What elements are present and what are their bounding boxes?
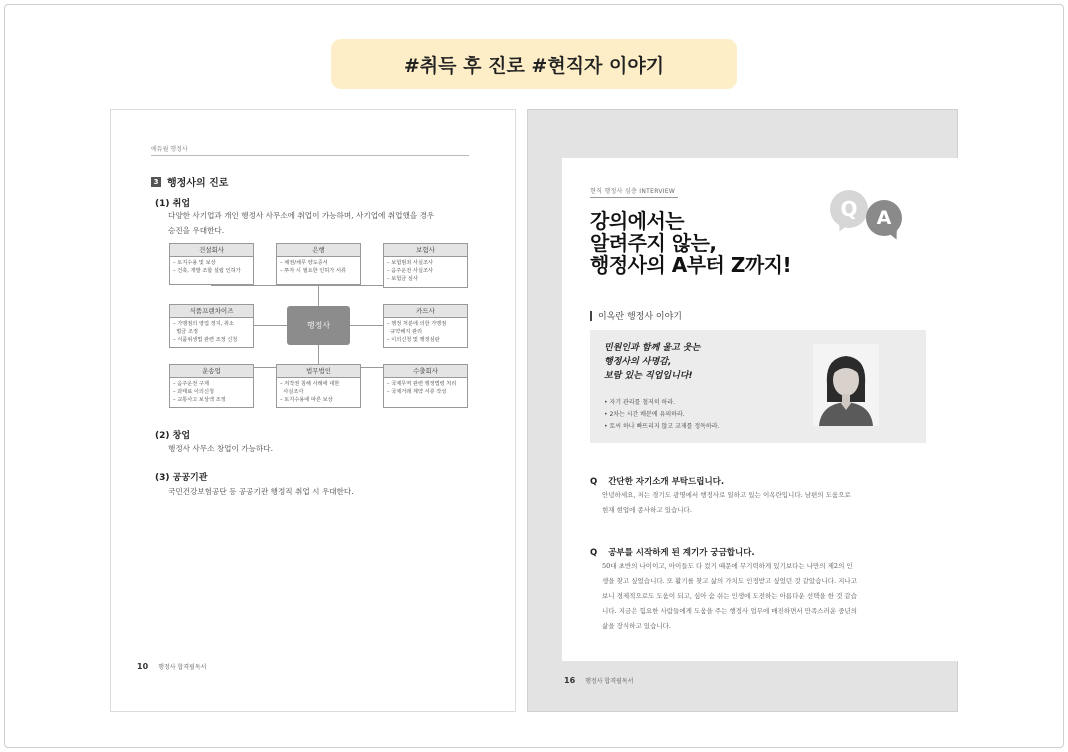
answer-line: 니다. 지금은 힘요한 사람들에게 도움을 주는 행정사 업무에 매진하면서 만족스러운 중년의 bbox=[602, 607, 858, 615]
diagram-box-bank bbox=[276, 243, 361, 285]
box-line: – 식품위생법 관련 조정 신청 bbox=[173, 337, 238, 343]
profile-tips bbox=[604, 397, 719, 433]
box-lines bbox=[384, 378, 467, 398]
interview-label: 현직 행정사 심층 INTERVIEW bbox=[590, 188, 676, 195]
box-line: – 저작권 침해 사례에 대한 bbox=[280, 381, 340, 387]
qa-speech-bubbles-icon bbox=[830, 190, 910, 242]
label-rule bbox=[590, 197, 678, 198]
box-line: – 투자 시 필요한 인허가 서류 bbox=[280, 268, 346, 274]
connector-center-right bbox=[350, 325, 383, 326]
employment-text bbox=[168, 208, 478, 238]
page-number: 10 bbox=[137, 662, 149, 671]
diagram-box-law-firm bbox=[276, 364, 361, 408]
diagram-box-transport bbox=[169, 364, 254, 408]
interview-sheet bbox=[562, 158, 958, 661]
left-footer bbox=[137, 662, 206, 671]
diagram-box-construction bbox=[169, 243, 254, 285]
right-footer bbox=[564, 676, 633, 685]
portrait-image bbox=[813, 344, 879, 426]
box-line: – 보험범죄 사실조사 bbox=[387, 260, 433, 266]
box-lines bbox=[170, 318, 253, 346]
box-lines bbox=[384, 318, 467, 346]
answer-line: 현재 현업에 종사하고 있습니다. bbox=[602, 506, 692, 514]
story-title bbox=[590, 309, 682, 322]
answer-line: 생을 찾고 싶었습니다. 또 활기를 찾고 삶의 가치도 인정받고 싶었던 것 같았습니다. 지나고 bbox=[602, 577, 857, 585]
question-mark: Q bbox=[590, 548, 598, 558]
diagram-box-insurance bbox=[383, 243, 468, 288]
box-line: – 채권/채무 양도증서 bbox=[280, 260, 328, 266]
section-number: 3 bbox=[151, 177, 161, 187]
box-line: – 음주운전 사실조사 bbox=[387, 268, 433, 274]
box-lines bbox=[277, 378, 360, 406]
box-line: – 건축, 개발 조합 설립 인허가 bbox=[173, 268, 241, 274]
startup-title: (2) 창업 bbox=[155, 431, 191, 441]
tip-item: • 토씨 하나 빠뜨리지 않고 교재를 정독하라. bbox=[604, 423, 720, 430]
box-lines bbox=[170, 257, 253, 277]
box-line: 규약해지 관리 bbox=[387, 329, 423, 335]
box-line: 사실조사 bbox=[280, 389, 304, 395]
box-title: 수출회사 bbox=[384, 365, 467, 378]
diagram-box-export bbox=[383, 364, 468, 408]
story-title-text: 이옥란 행정사 이야기 bbox=[598, 312, 682, 322]
profile-photo bbox=[813, 344, 879, 426]
box-title: 식품프랜차이즈 bbox=[170, 305, 253, 318]
headline-line-1: 강의에서는 bbox=[590, 209, 685, 233]
box-line: – 국제거래 계약 서류 작성 bbox=[387, 389, 447, 395]
quote-line: 행정사의 사명감, bbox=[604, 357, 672, 367]
box-line: – 국제무역 관련 행정법령 처리 bbox=[387, 381, 457, 387]
answer-line: 안녕하세요, 저는 경기도 광명에서 행정사로 일하고 있는 이옥란입니다. 남편의 도움으로 bbox=[602, 491, 851, 499]
diagram-center-node: 행정사 bbox=[287, 306, 350, 345]
box-line: – 교통사고 보상액 조정 bbox=[173, 397, 226, 403]
startup-text: 행정사 사무소 창업이 가능하다. bbox=[168, 444, 274, 453]
section-title bbox=[151, 174, 228, 189]
connector-center-left bbox=[254, 325, 287, 326]
right-page bbox=[527, 109, 958, 712]
profile-quote bbox=[604, 341, 700, 383]
answer-1 bbox=[602, 488, 938, 518]
question-text: 간단한 자기소개 부탁드립니다. bbox=[608, 477, 725, 487]
page-number: 16 bbox=[564, 676, 576, 685]
section-title-text: 행정사의 진로 bbox=[167, 178, 229, 189]
left-page bbox=[110, 109, 516, 712]
banner-text: #취득 후 진로 #현직자 이야기 bbox=[403, 54, 665, 77]
box-line: 벌금 조정 bbox=[173, 329, 198, 335]
diagram-box-card-company bbox=[383, 304, 468, 348]
headline-line-3: 행정사의 A부터 Z까지! bbox=[590, 253, 792, 277]
quote-line: 보람 있는 직업입니다! bbox=[604, 371, 693, 381]
headline-line-2: 알려주지 않는, bbox=[590, 231, 717, 255]
box-title: 건설회사 bbox=[170, 244, 253, 257]
answer-line: 50대 초반의 나이이고, 아이들도 다 컸기 때문에 무기력하게 있기보다는 나만의 제2의 인 bbox=[602, 562, 853, 570]
footer-title: 행정사 합격필독서 bbox=[585, 678, 634, 685]
answer-line: 삶을 장식하고 있습니다. bbox=[602, 622, 671, 630]
profile-box bbox=[590, 330, 926, 443]
diagram-box-food-franchise bbox=[169, 304, 254, 348]
quote-line: 민원인과 함께 울고 웃는 bbox=[604, 343, 701, 353]
box-title: 법무법인 bbox=[277, 365, 360, 378]
answer-2 bbox=[602, 559, 938, 634]
box-title: 카드사 bbox=[384, 305, 467, 318]
public-text: 국민건강보험공단 등 공공기관 행정직 취업 시 우대한다. bbox=[168, 487, 354, 496]
running-header: 에듀윌 행정사 bbox=[151, 146, 188, 153]
header-rule bbox=[151, 155, 469, 156]
q-bubble-icon: Q bbox=[830, 190, 868, 228]
question-mark: Q bbox=[590, 477, 598, 487]
public-title: (3) 공공기관 bbox=[155, 473, 208, 483]
tip-item: • 자기 관리를 철저히 하라. bbox=[604, 399, 676, 406]
title-bar bbox=[590, 311, 592, 321]
box-line: – 토지수용에 따른 보상 bbox=[280, 397, 333, 403]
box-title: 은행 bbox=[277, 244, 360, 257]
footer-title: 행정사 합격필독서 bbox=[158, 664, 207, 671]
interview-headline bbox=[590, 210, 791, 276]
employment-title: (1) 취업 bbox=[155, 199, 191, 209]
question-text: 공부를 시작하게 된 계기가 궁금합니다. bbox=[608, 548, 755, 558]
box-lines bbox=[277, 257, 360, 277]
box-line: – 가맹점의 영업 정지, 취소 bbox=[173, 321, 234, 327]
question-1-title bbox=[590, 475, 724, 487]
box-title: 보험사 bbox=[384, 244, 467, 257]
box-lines bbox=[170, 378, 253, 406]
box-lines bbox=[384, 257, 467, 285]
employment-line-1: 다양한 사기업과 개인 행정사 사무소에 취업이 가능하며, 사기업에 취업했을 경우 bbox=[168, 211, 435, 220]
question-2-title bbox=[590, 546, 755, 558]
box-line: – 행정 처분에 의한 가맹점 bbox=[387, 321, 447, 327]
a-bubble-icon: A bbox=[866, 200, 902, 236]
employment-line-2: 승진을 우대한다. bbox=[168, 226, 225, 235]
box-line: – 과태료 이의신청 bbox=[173, 389, 214, 395]
box-line: – 이의신청 및 행정심판 bbox=[387, 337, 440, 343]
connector-center-top bbox=[318, 285, 319, 306]
box-title: 운송업 bbox=[170, 365, 253, 378]
box-line: – 토지수용 및 보상 bbox=[173, 260, 216, 266]
banner-tag bbox=[331, 39, 737, 89]
tip-item: • 2차는 시간 배분에 유의하라. bbox=[604, 411, 685, 418]
box-line: – 음주운전 구제 bbox=[173, 381, 209, 387]
answer-line: 보니 경제적으로도 도움이 되고, 심아 숨 쉬는 인생에 도전하는 아름다운 선택을 한 것 같습 bbox=[602, 592, 857, 600]
box-line: – 보험금 심사 bbox=[387, 276, 418, 282]
